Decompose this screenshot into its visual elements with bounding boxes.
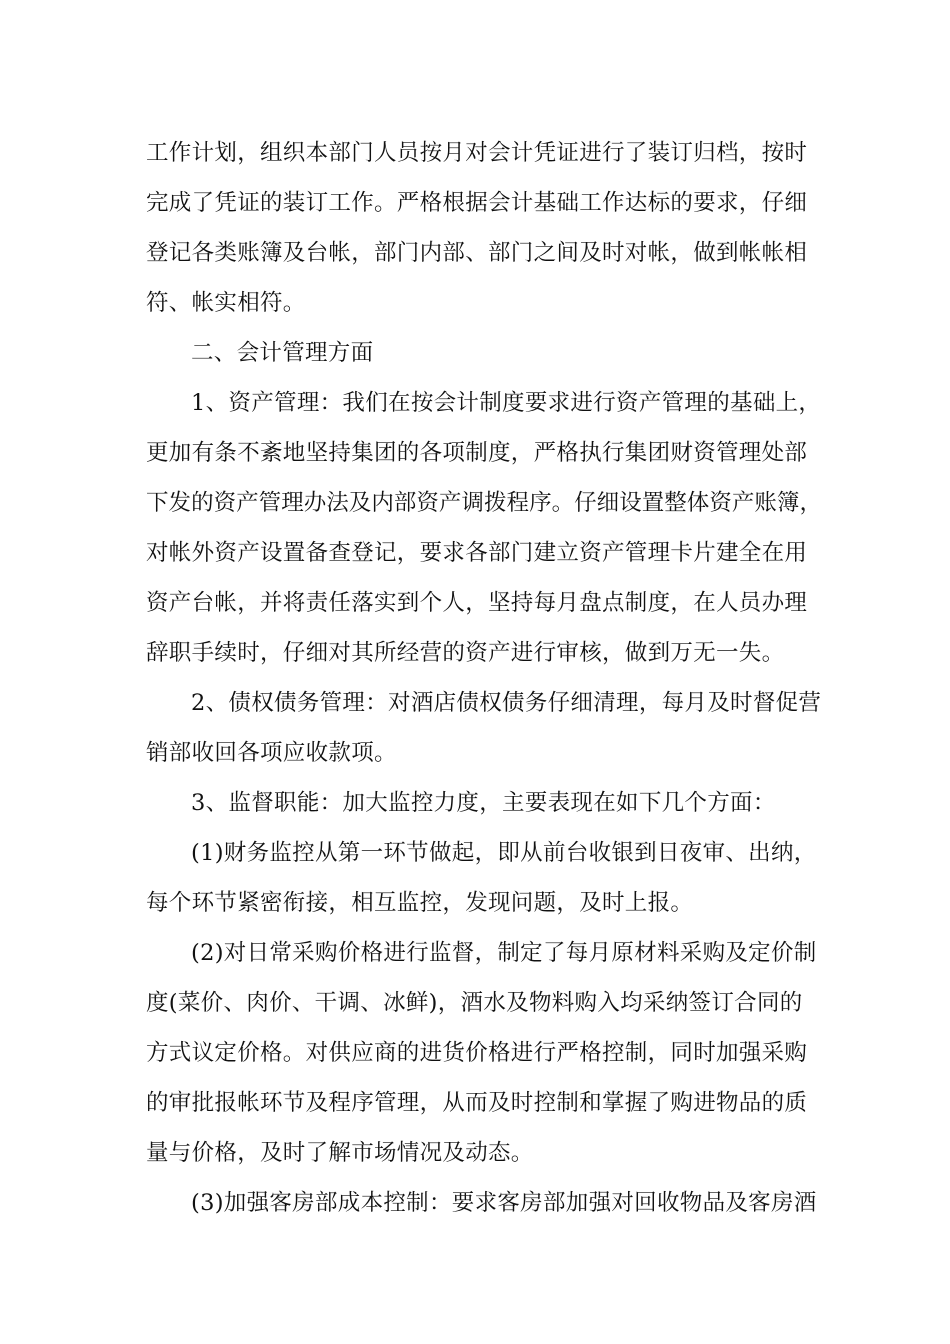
paragraph-line: 销部收回各项应收款项。 bbox=[146, 740, 397, 766]
paragraph-line: 的审批报帐环节及程序管理，从而及时控制和掌握了购进物品的质 bbox=[146, 1090, 808, 1116]
paragraph-line: 对帐外资产设置备查登记，要求各部门建立资产管理卡片建全在用 bbox=[146, 540, 808, 566]
paragraph-line: 资产台帐，并将责任落实到个人，坚持每月盘点制度，在人员办理 bbox=[146, 590, 808, 616]
section-heading: 二、会计管理方面 bbox=[191, 340, 374, 366]
paragraph-line: 工作计划，组织本部门人员按月对会计凭证进行了装订归档，按时 bbox=[146, 140, 808, 166]
paragraph-line: 登记各类账簿及台帐，部门内部、部门之间及时对帐，做到帐帐相 bbox=[146, 240, 808, 266]
paragraph-line: 3、监督职能：加大监控力度，主要表现在如下几个方面： bbox=[191, 790, 776, 816]
paragraph-line: (1)财务监控从第一环节做起，即从前台收银到日夜审、出纳， bbox=[191, 840, 817, 866]
paragraph-line: (3)加强客房部成本控制：要求客房部加强对回收物品及客房酒 bbox=[191, 1190, 817, 1216]
paragraph-line: 下发的资产管理办法及内部资产调拨程序。仔细设置整体资产账簿， bbox=[146, 490, 823, 516]
paragraph-line: (2)对日常采购价格进行监督，制定了每月原材料采购及定价制 bbox=[191, 940, 817, 966]
paragraph-line: 1、资产管理：我们在按会计制度要求进行资产管理的基础上， bbox=[191, 390, 822, 416]
paragraph-line: 2、债权债务管理：对酒店债权债务仔细清理，每月及时督促营 bbox=[191, 690, 822, 716]
paragraph-line: 度(菜价、肉价、干调、冰鲜)，酒水及物料购入均采纳签订合同的 bbox=[146, 990, 803, 1016]
paragraph-line: 符、帐实相符。 bbox=[146, 290, 306, 316]
paragraph-line: 量与价格，及时了解市场情况及动态。 bbox=[146, 1140, 534, 1166]
paragraph-line: 每个环节紧密衔接，相互监控，发现问题，及时上报。 bbox=[146, 890, 694, 916]
paragraph-line: 方式议定价格。对供应商的进货价格进行严格控制，同时加强采购 bbox=[146, 1040, 808, 1066]
paragraph-line: 完成了凭证的装订工作。严格根据会计基础工作达标的要求，仔细 bbox=[146, 190, 808, 216]
paragraph-line: 辞职手续时，仔细对其所经营的资产进行审核，做到万无一失。 bbox=[146, 640, 785, 666]
paragraph-line: 更加有条不紊地坚持集团的各项制度，严格执行集团财资管理处部 bbox=[146, 440, 808, 466]
